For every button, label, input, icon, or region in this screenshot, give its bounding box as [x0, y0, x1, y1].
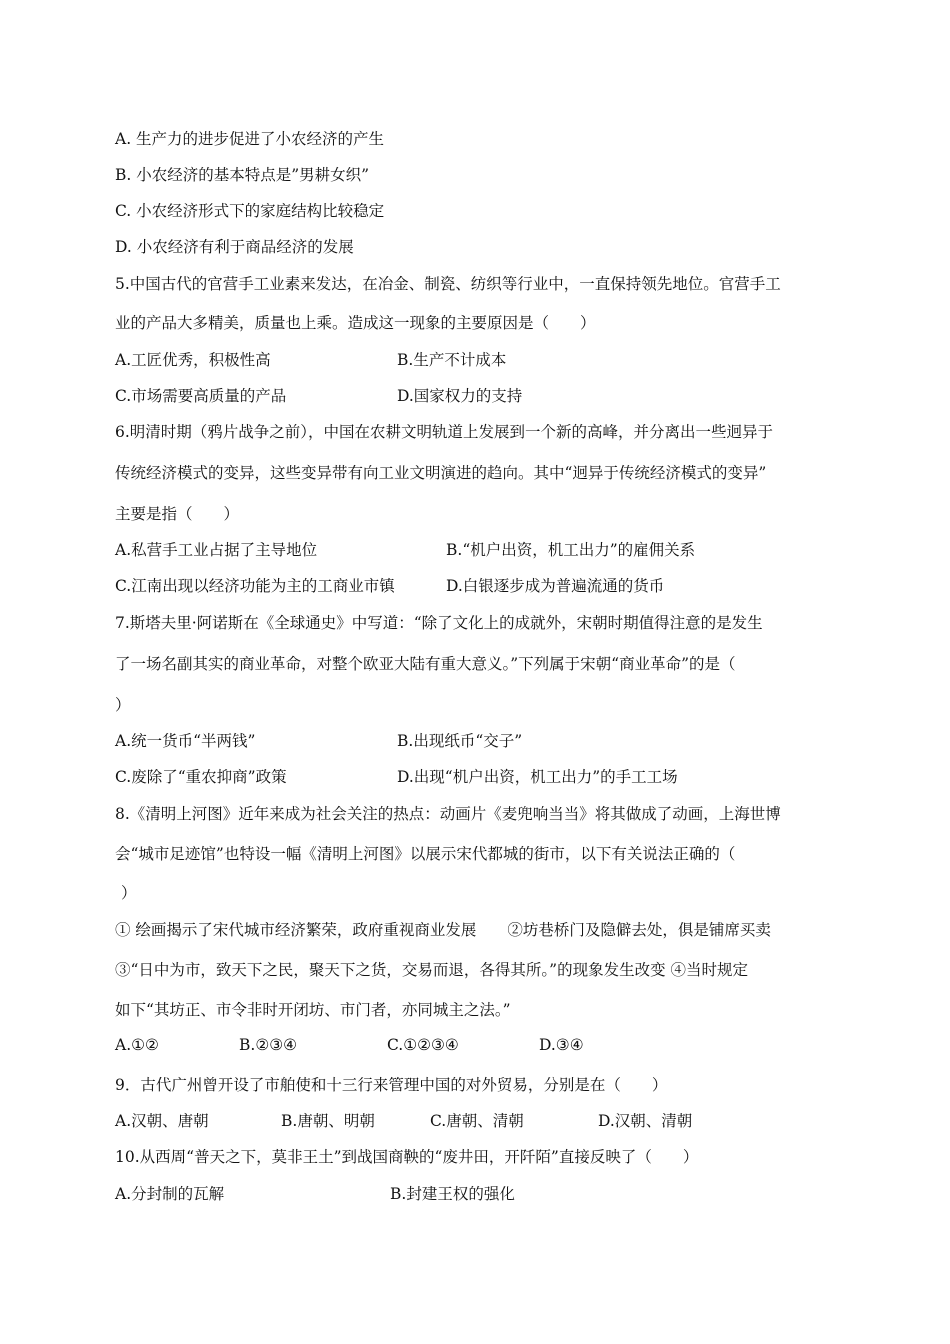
q8-item-line-2: ③“日中为市，致天下之民，聚天下之货，交易而退，各得其所。”的现象发生改变 ④当时规定	[115, 961, 749, 979]
q7-option-c: C.废除了“重农抑商”政策	[115, 768, 287, 786]
q10-option-a: A.分封制的瓦解	[115, 1185, 225, 1203]
q5-option-d: D.国家权力的支持	[397, 387, 523, 405]
q10-option-b: B.封建王权的强化	[390, 1185, 515, 1203]
q10-stem: 10.从西周“普天之下，莫非王土”到战国商鞅的“废井田，开阡陌”直接反映了（ ）	[115, 1148, 699, 1166]
q7-stem-line-2: 了一场名副其实的商业革命，对整个欧亚大陆有重大意义。”下列属于宋朝“商业革命”的是（	[115, 655, 736, 673]
q7-stem-line-1: 7.斯塔夫里·阿诺斯在《全球通史》中写道：“除了文化上的成就外，宋朝时期值得注意的是发生	[115, 614, 763, 632]
q5-option-b: B.生产不计成本	[397, 351, 507, 369]
q6-option-b: B.“机户出资，机工出力”的雇佣关系	[446, 541, 696, 559]
q9-stem: 9．古代广州曾开设了市舶使和十三行来管理中国的对外贸易，分别是在（ ）	[115, 1076, 668, 1094]
q9-option-a: A.汉朝、唐朝	[115, 1112, 209, 1130]
q7-option-d: D.出现“机户出资，机工出力”的手工工场	[397, 768, 678, 786]
q8-item-line-3: 如下“其坊正、市令非时开闭坊、市门者，亦同城主之法。”	[115, 1001, 511, 1019]
q7-option-a: A.统一货币“半两钱”	[115, 732, 256, 750]
q8-option-c: C.①②③④	[387, 1036, 459, 1054]
q9-option-d: D.汉朝、清朝	[598, 1112, 693, 1130]
q4-option-d: D. 小农经济有利于商品经济的发展	[115, 238, 354, 256]
q9-option-b: B.唐朝、明朝	[281, 1112, 375, 1130]
q4-option-a: A. 生产力的进步促进了小农经济的产生	[115, 130, 385, 148]
q5-option-c: C.市场需要高质量的产品	[115, 387, 287, 405]
q6-option-a: A.私营手工业占据了主导地位	[115, 541, 318, 559]
q8-stem-line-2: 会“城市足迹馆”也特设一幅《清明上河图》以展示宋代都城的街市，以下有关说法正确的（	[115, 845, 736, 863]
q8-stem-line-3: ）	[121, 884, 137, 902]
q6-option-c: C.江南出现以经济功能为主的工商业市镇	[115, 577, 395, 595]
q5-option-a: A.工匠优秀，积极性高	[115, 351, 271, 369]
q6-option-d: D.白银逐步成为普遍流通的货币	[446, 577, 665, 595]
q6-stem-line-2: 传统经济模式的变异，这些变异带有向工业文明演进的趋向。其中“迥异于传统经济模式的变异”	[115, 464, 767, 482]
q4-option-c: C. 小农经济形式下的家庭结构比较稳定	[115, 202, 385, 220]
q6-stem-line-3: 主要是指（ ）	[115, 505, 240, 523]
q4-option-b: B. 小农经济的基本特点是”男耕女织”	[115, 166, 370, 184]
q8-option-b: B.②③④	[239, 1036, 298, 1054]
q8-stem-line-1: 8.《清明上河图》近年来成为社会关注的热点：动画片《麦兜响当当》将其做成了动画，上海世博	[115, 805, 781, 823]
q7-stem-line-3: ）	[115, 696, 131, 714]
q5-stem-line-2: 业的产品大多精美，质量也上乘。造成这一现象的主要原因是（ ）	[115, 314, 596, 332]
q7-option-b: B.出现纸币“交子”	[397, 732, 523, 750]
q9-option-c: C.唐朝、清朝	[430, 1112, 524, 1130]
q5-stem-line-1: 5.中国古代的官营手工业素来发达，在冶金、制瓷、纺织等行业中，一直保持领先地位。官营手工	[115, 275, 781, 293]
q6-stem-line-1: 6.明清时期（鸦片战争之前），中国在农耕文明轨道上发展到一个新的高峰，并分离出一些迥异于	[115, 423, 774, 441]
q8-item-line-1: ① 绘画揭示了宋代城市经济繁荣，政府重视商业发展 ②坊巷桥门及隐僻去处，俱是铺席买卖	[115, 921, 771, 939]
q8-option-d: D.③④	[539, 1036, 584, 1054]
q8-option-a: A.①②	[115, 1036, 159, 1054]
